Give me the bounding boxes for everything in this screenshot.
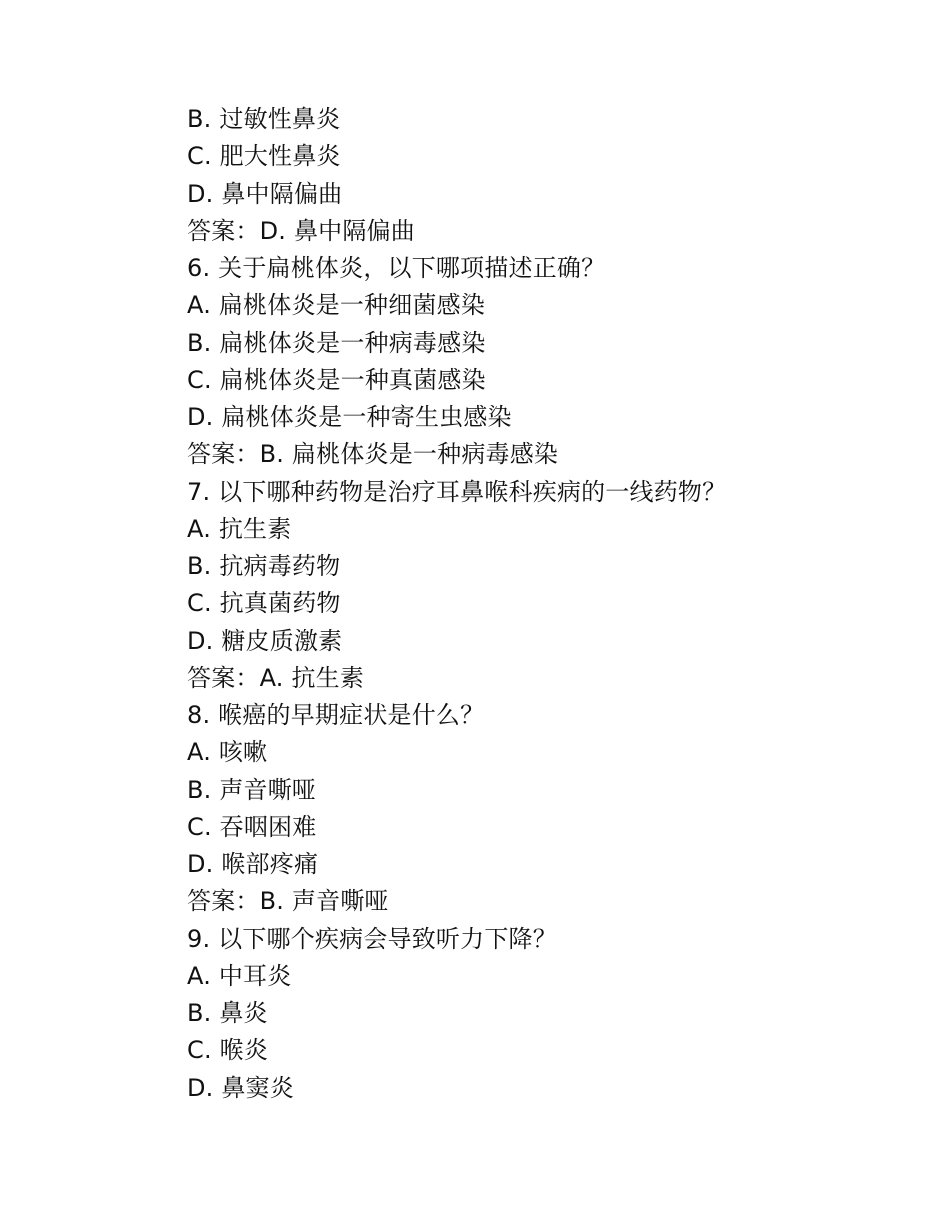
question-8: 8. 喉癌的早期症状是什么？ [187, 701, 485, 729]
answer-line: 答案：B. 扁桃体炎是一种病毒感染 [187, 440, 559, 469]
option-b: B. 声音嘶哑 [187, 775, 317, 804]
option-a: A. 中耳炎 [187, 961, 292, 990]
option-b: B. 过敏性鼻炎 [187, 105, 341, 133]
answer-line: 答案：A. 抗生素 [187, 663, 365, 692]
question-6: 6. 关于扁桃体炎，以下哪项描述正确？ [187, 254, 606, 282]
option-c: C. 肥大性鼻炎 [187, 142, 341, 171]
option-d: D. 鼻窦炎 [187, 1073, 294, 1102]
question-9: 9. 以下哪个疾病会导致听力下降？ [187, 924, 557, 953]
option-d: D. 糖皮质激素 [187, 626, 343, 655]
option-a: A. 抗生素 [187, 514, 292, 543]
option-c: C. 喉炎 [187, 1036, 269, 1065]
option-d: D. 扁桃体炎是一种寄生虫感染 [187, 403, 512, 431]
question-7: 7. 以下哪种药物是治疗耳鼻喉科疾病的一线药物？ [187, 477, 727, 506]
option-b: B. 鼻炎 [187, 999, 268, 1027]
option-a: A. 扁桃体炎是一种细菌感染 [187, 291, 486, 320]
option-d: D. 鼻中隔偏曲 [187, 179, 343, 208]
option-b: B. 抗病毒药物 [187, 552, 341, 580]
answer-line: 答案：B. 声音嘶哑 [187, 887, 389, 916]
answer-line: 答案：D. 鼻中隔偏曲 [187, 216, 415, 245]
option-d: D. 喉部疼痛 [187, 850, 319, 878]
option-c: C. 扁桃体炎是一种真菌感染 [187, 365, 486, 394]
option-b: B. 扁桃体炎是一种病毒感染 [187, 328, 486, 357]
question-list [187, 101, 867, 1107]
option-a: A. 咳嗽 [187, 738, 268, 767]
option-c: C. 抗真菌药物 [187, 589, 341, 618]
option-c: C. 吞咽困难 [187, 812, 317, 841]
